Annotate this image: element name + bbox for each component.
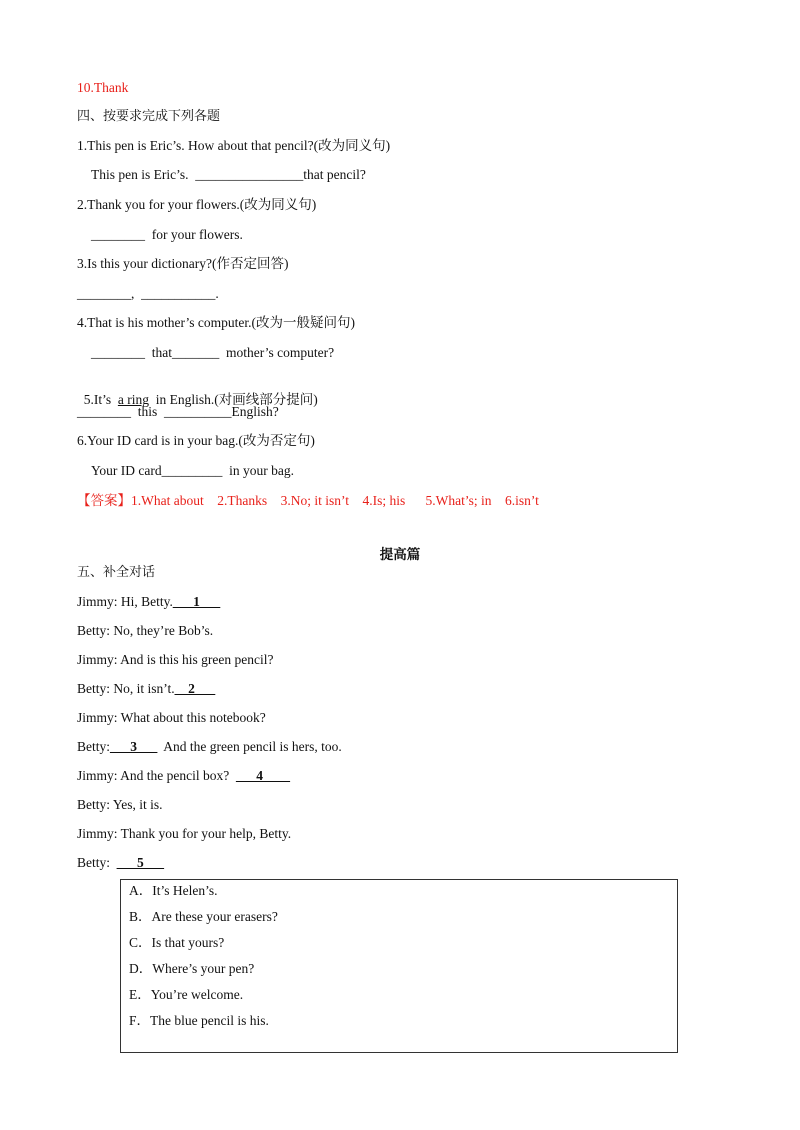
- answer-line: 【答案】1.What about 2.Thanks 3.No; it isn’t 4.Is; his 5.What’s; in 6.isn’t: [77, 493, 539, 508]
- question-5-fill: ________ this __________English?: [77, 404, 279, 419]
- option-f: F．The blue pencil is his.: [129, 1013, 269, 1028]
- advanced-title: 提高篇: [379, 547, 421, 563]
- dialog-text-after: And the green pencil is hers, too.: [157, 739, 342, 754]
- previous-answer: 10.Thank: [77, 80, 129, 95]
- dialog-text: Betty:: [77, 855, 117, 870]
- section5-heading: 五、补全对话: [77, 565, 156, 580]
- dialog-line: [77, 622, 213, 640]
- dialog-line: [77, 709, 266, 727]
- dialog-text: Betty: Yes, it is.: [77, 797, 163, 812]
- question-5-pre: 5.It’s: [83, 392, 118, 407]
- dialog-line: [77, 738, 342, 756]
- dialog-line: [77, 593, 220, 611]
- dialog-blank: ___5___: [116, 855, 164, 870]
- option-d: D．Where’s your pen?: [129, 961, 255, 976]
- options-box: [120, 879, 678, 1053]
- dialog-blank: ___1___: [172, 594, 221, 609]
- question-4-fill: ________ that_______ mother’s computer?: [91, 345, 335, 360]
- question-1: 1.This pen is Eric’s. How about that pencil?(改为同义句): [77, 138, 391, 153]
- dialog-line: [77, 796, 163, 814]
- dialog-blank: __2___: [174, 681, 216, 696]
- dialog-text: Betty: No, they’re Bob’s.: [77, 623, 214, 638]
- dialog-line: [77, 767, 290, 785]
- question-6: 6.Your ID card is in your bag.(改为否定句): [77, 433, 315, 448]
- question-5-post: in English.(对画线部分提问): [149, 392, 318, 407]
- option-c: C．Is that yours?: [129, 935, 225, 950]
- option-e: E．You’re welcome.: [129, 987, 244, 1002]
- dialog-text: Jimmy: Thank you for your help, Betty.: [77, 826, 292, 841]
- section4-heading: 四、按要求完成下列各题: [77, 109, 221, 124]
- option-a: A．It’s Helen’s.: [129, 883, 218, 898]
- dialog-text: Betty:: [77, 739, 110, 754]
- dialog-blank: ___4____: [235, 768, 290, 783]
- dialog-line: [77, 825, 291, 843]
- question-3-fill: ________, ___________.: [77, 286, 219, 301]
- question-5-underlined: a ring: [117, 392, 150, 407]
- dialog-text: Jimmy: What about this notebook?: [77, 710, 266, 725]
- question-1-fill: This pen is Eric’s. ________________that pencil?: [91, 167, 366, 182]
- question-3: 3.Is this your dictionary?(作否定回答): [77, 256, 289, 271]
- dialog-line: [77, 651, 273, 669]
- dialog-text: Jimmy: And is this his green pencil?: [77, 652, 274, 667]
- question-2: 2.Thank you for your flowers.(改为同义句): [77, 197, 317, 212]
- dialog-text: Jimmy: And the pencil box?: [77, 768, 236, 783]
- question-6-fill: Your ID card_________ in your bag.: [91, 463, 294, 478]
- question-4: 4.That is his mother’s computer.(改为一般疑问句): [77, 315, 355, 330]
- dialog-text: Jimmy: Hi, Betty.: [77, 594, 173, 609]
- dialog-text: Betty: No, it isn’t.: [77, 681, 175, 696]
- dialog-line: [77, 680, 215, 698]
- dialog-line: [77, 854, 164, 872]
- question-2-fill: ________ for your flowers.: [91, 227, 243, 242]
- dialog-blank: ___3___: [110, 739, 158, 754]
- option-b: B．Are these your erasers?: [129, 909, 278, 924]
